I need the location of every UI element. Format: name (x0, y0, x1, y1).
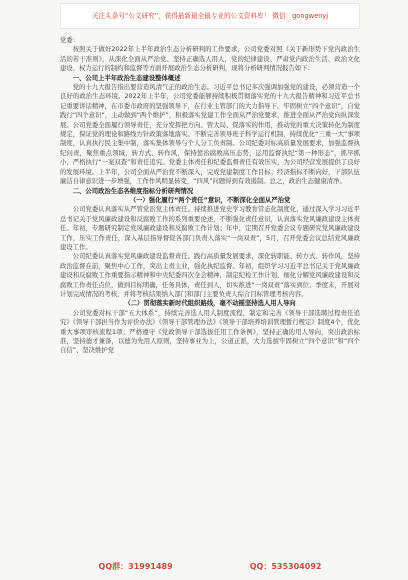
promo-banner (60, 3, 360, 29)
contact-footer (60, 558, 360, 574)
document-body (60, 36, 360, 356)
subsection-1-paragraph-2: 公司纪委认真落实党风廉政建设监督责任。践行高质量发展要求，深化转职能、转方式、转作风，坚持政治监督在前，聚焦中心工作，突出主责主业，强化执纪监督。年初，组织学习习近平总书记关于党风廉政建设和反腐败工作重要指示精神和中央纪委四次全会精神，制定纪检工作计划，细化分解党风廉政建设和反腐败工作责任点位，做到目标明确，任务具体，责任到人，切实推进“一岗双责”落实到位；季度末，开展对计划完成情况的考核，并将考核结果纳入部门和部门主要负责人综合目标管理考核内容。 (60, 253, 360, 298)
section-2-heading: 二、公司政治生态各维度指标分析研判情况 (72, 187, 194, 195)
section-1-paragraph: 党的十九大报告指出要营造风清气正的政治生态。习近平总书记多次强调加强党的建设，必须营造一个良好的政治生态环境。2022年上半年，公司党委能够持续积极贯彻落实党的十九大报告精神和习近平总书记重要讲话精神，在市委市政府的坚强领导下，在行业主管部门的大力指导下，牢固树立“四个意识”，自觉践行“四个意识”，主动做到“两个维护”，积极落实党建工作全面从严治党要求，推进全面从严治党向纵深发展。公司党委全面履行领导责任，充分发挥把方向、管大局、促落实的作用，推动党的重大决策转化为制度规定，保证党的理论和路线方针政策落地落实。不断完善领导班子科学运行机制，持续优化“三重一大”事项制度，认真执行民主集中制，落实集体领导与个人分工负责制。公司纪委对标高质量发展要求，加强监督执纪问责，聚焦重点领域，转方式、转作风，保持惩治腐败高压态势，运用监督执纪“第一种形态”，抓早抓小，严格执行“一案双查”和责任追究。党委主体责任和纪委监督责任有效压实，为公司经营发展提供了良好的发展环境。上半年，公司全面从严治党不断深入，完成党建制度工作目标；经济指标不断向好，干部队伍廉洁自律意识进一步增强，工作作风明显转变，“四风”问题得到有效遏制。总之，政治生态健康清净。 (60, 84, 360, 186)
subsection-1-paragraph-1: 公司党委认真落实从严管党治党主体责任。持续推进党史学习教育常态化制度化，通过深入学习习近平总书记关于党风廉政建设和反腐败工作的系列重要论述，不断强化责任意识，认真落实党风廉政建设主体责任。年初，专题研究制定党风廉政建设和反腐败工作计划；年中，定期召开党委会议专题研究党风廉政建设工作，压实工作责任，深入基层指导督促各部门负责人落实“一岗双责”，5月，召开党委会议总结党风廉政建设工作。 (60, 206, 360, 251)
qq-number-text: QQ：535304092 (249, 561, 322, 571)
subsection-2-heading: （二）贯彻落实新时代组织路线，毫不动摇坚持选人用人导向 (124, 300, 296, 308)
section-1-heading: 一、公司上半年政治生态建设整体概述 (72, 74, 181, 82)
salutation: 党委： (60, 37, 80, 44)
qq-group-text: QQ群：31991489 (98, 561, 173, 571)
subsection-1-heading: （一）强化履行“两个责任”意识，不断深化全面从严治党 (129, 196, 291, 204)
promo-banner-text: 关注头条号“公文研究”，获得最新最全最专业的公文资料库！ 微信：gongwenyj (91, 11, 329, 20)
subsection-2-paragraph-1: 公司党委对标干部“五大体系”，持续完善选人用人制度流程，制定和完善《领导干部选聘过程责任追究》《领导干部担当作为评价办法》《领导干部管理办法》《领导干部培养培训管理暂行规定》制度4个，优化重大事项审核流程1项；严格遵守《党政领导干部选拔任用工作条例》，坚持正确的用人导向，突出政治标准，坚持德才兼备，以德为先用人原则，坚持事业为上，公道正派，大力选拔牢固树立“四个意识”和“四个自信”、坚决维护党 (60, 309, 360, 355)
intro-paragraph: 按照关于做好2022年上半年政治生态分析研判的工作要求，公司党委对照《关于新形势下党内政治生活的若干准则》，从深化全面从严治党、坚持正确选人用人，党的纪律建设、严肃党内政治生活、政治文化建设、权力运行的制约和监督等方面开展政治生态分析研判，现将分析研判情况报告如下： (60, 46, 360, 73)
